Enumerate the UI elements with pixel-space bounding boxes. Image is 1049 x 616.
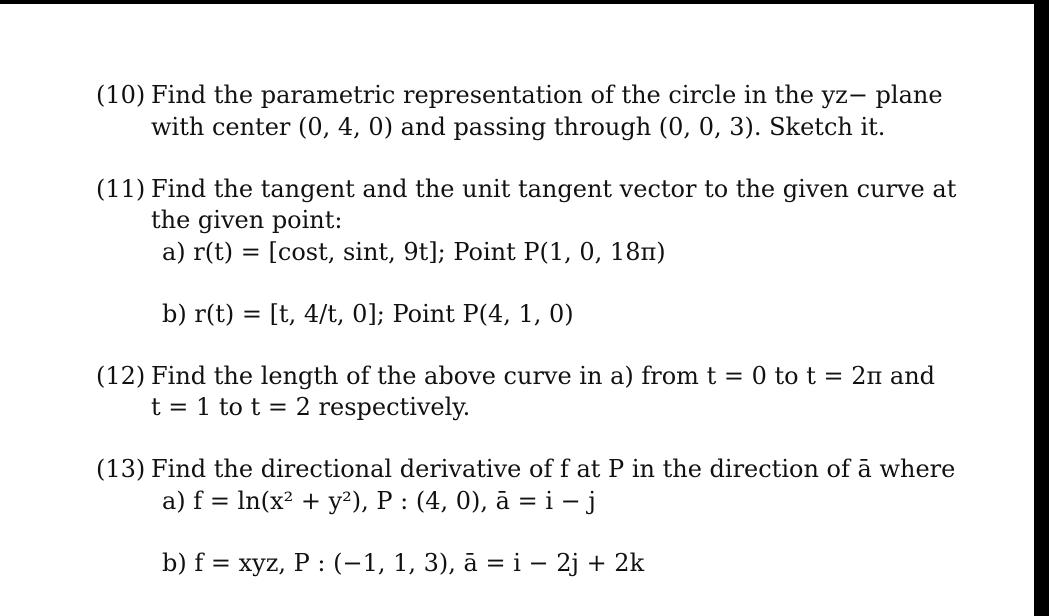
problem-13-part-b: b) f = xyz, P : (−1, 1, 3), ā = i − 2j + 2k bbox=[162, 549, 645, 577]
problem-12-line-2: t = 1 to t = 2 respectively. bbox=[151, 393, 471, 421]
problem-11-part-a: a) r(t) = [cost, sint, 9t]; Point P(1, 0, 18π) bbox=[162, 238, 666, 266]
problem-13-line-1: Find the directional derivative of f at P in the direction of ā where bbox=[151, 455, 956, 483]
problem-10-line-2: with center (0, 4, 0) and passing through (0, 0, 3). Sketch it. bbox=[151, 113, 886, 141]
problem-11-line-1: Find the tangent and the unit tangent vector to the given curve at bbox=[151, 175, 957, 203]
problem-10-line-1: Find the parametric representation of the circle in the yz− plane bbox=[151, 81, 943, 109]
problem-13-number: (13) bbox=[96, 455, 146, 483]
problem-11-line-2: the given point: bbox=[151, 206, 343, 234]
problem-13-part-a: a) f = ln(x² + y²), P : (4, 0), ā = i − j bbox=[162, 487, 596, 515]
problem-10-number: (10) bbox=[96, 81, 146, 109]
problem-12-line-1: Find the length of the above curve in a) from t = 0 to t = 2π and bbox=[151, 362, 936, 390]
problem-12-number: (12) bbox=[96, 362, 146, 390]
problem-11-number: (11) bbox=[96, 175, 146, 203]
right-edge-bar bbox=[1034, 0, 1049, 616]
problem-11-part-b: b) r(t) = [t, 4/t, 0]; Point P(4, 1, 0) bbox=[162, 300, 574, 328]
